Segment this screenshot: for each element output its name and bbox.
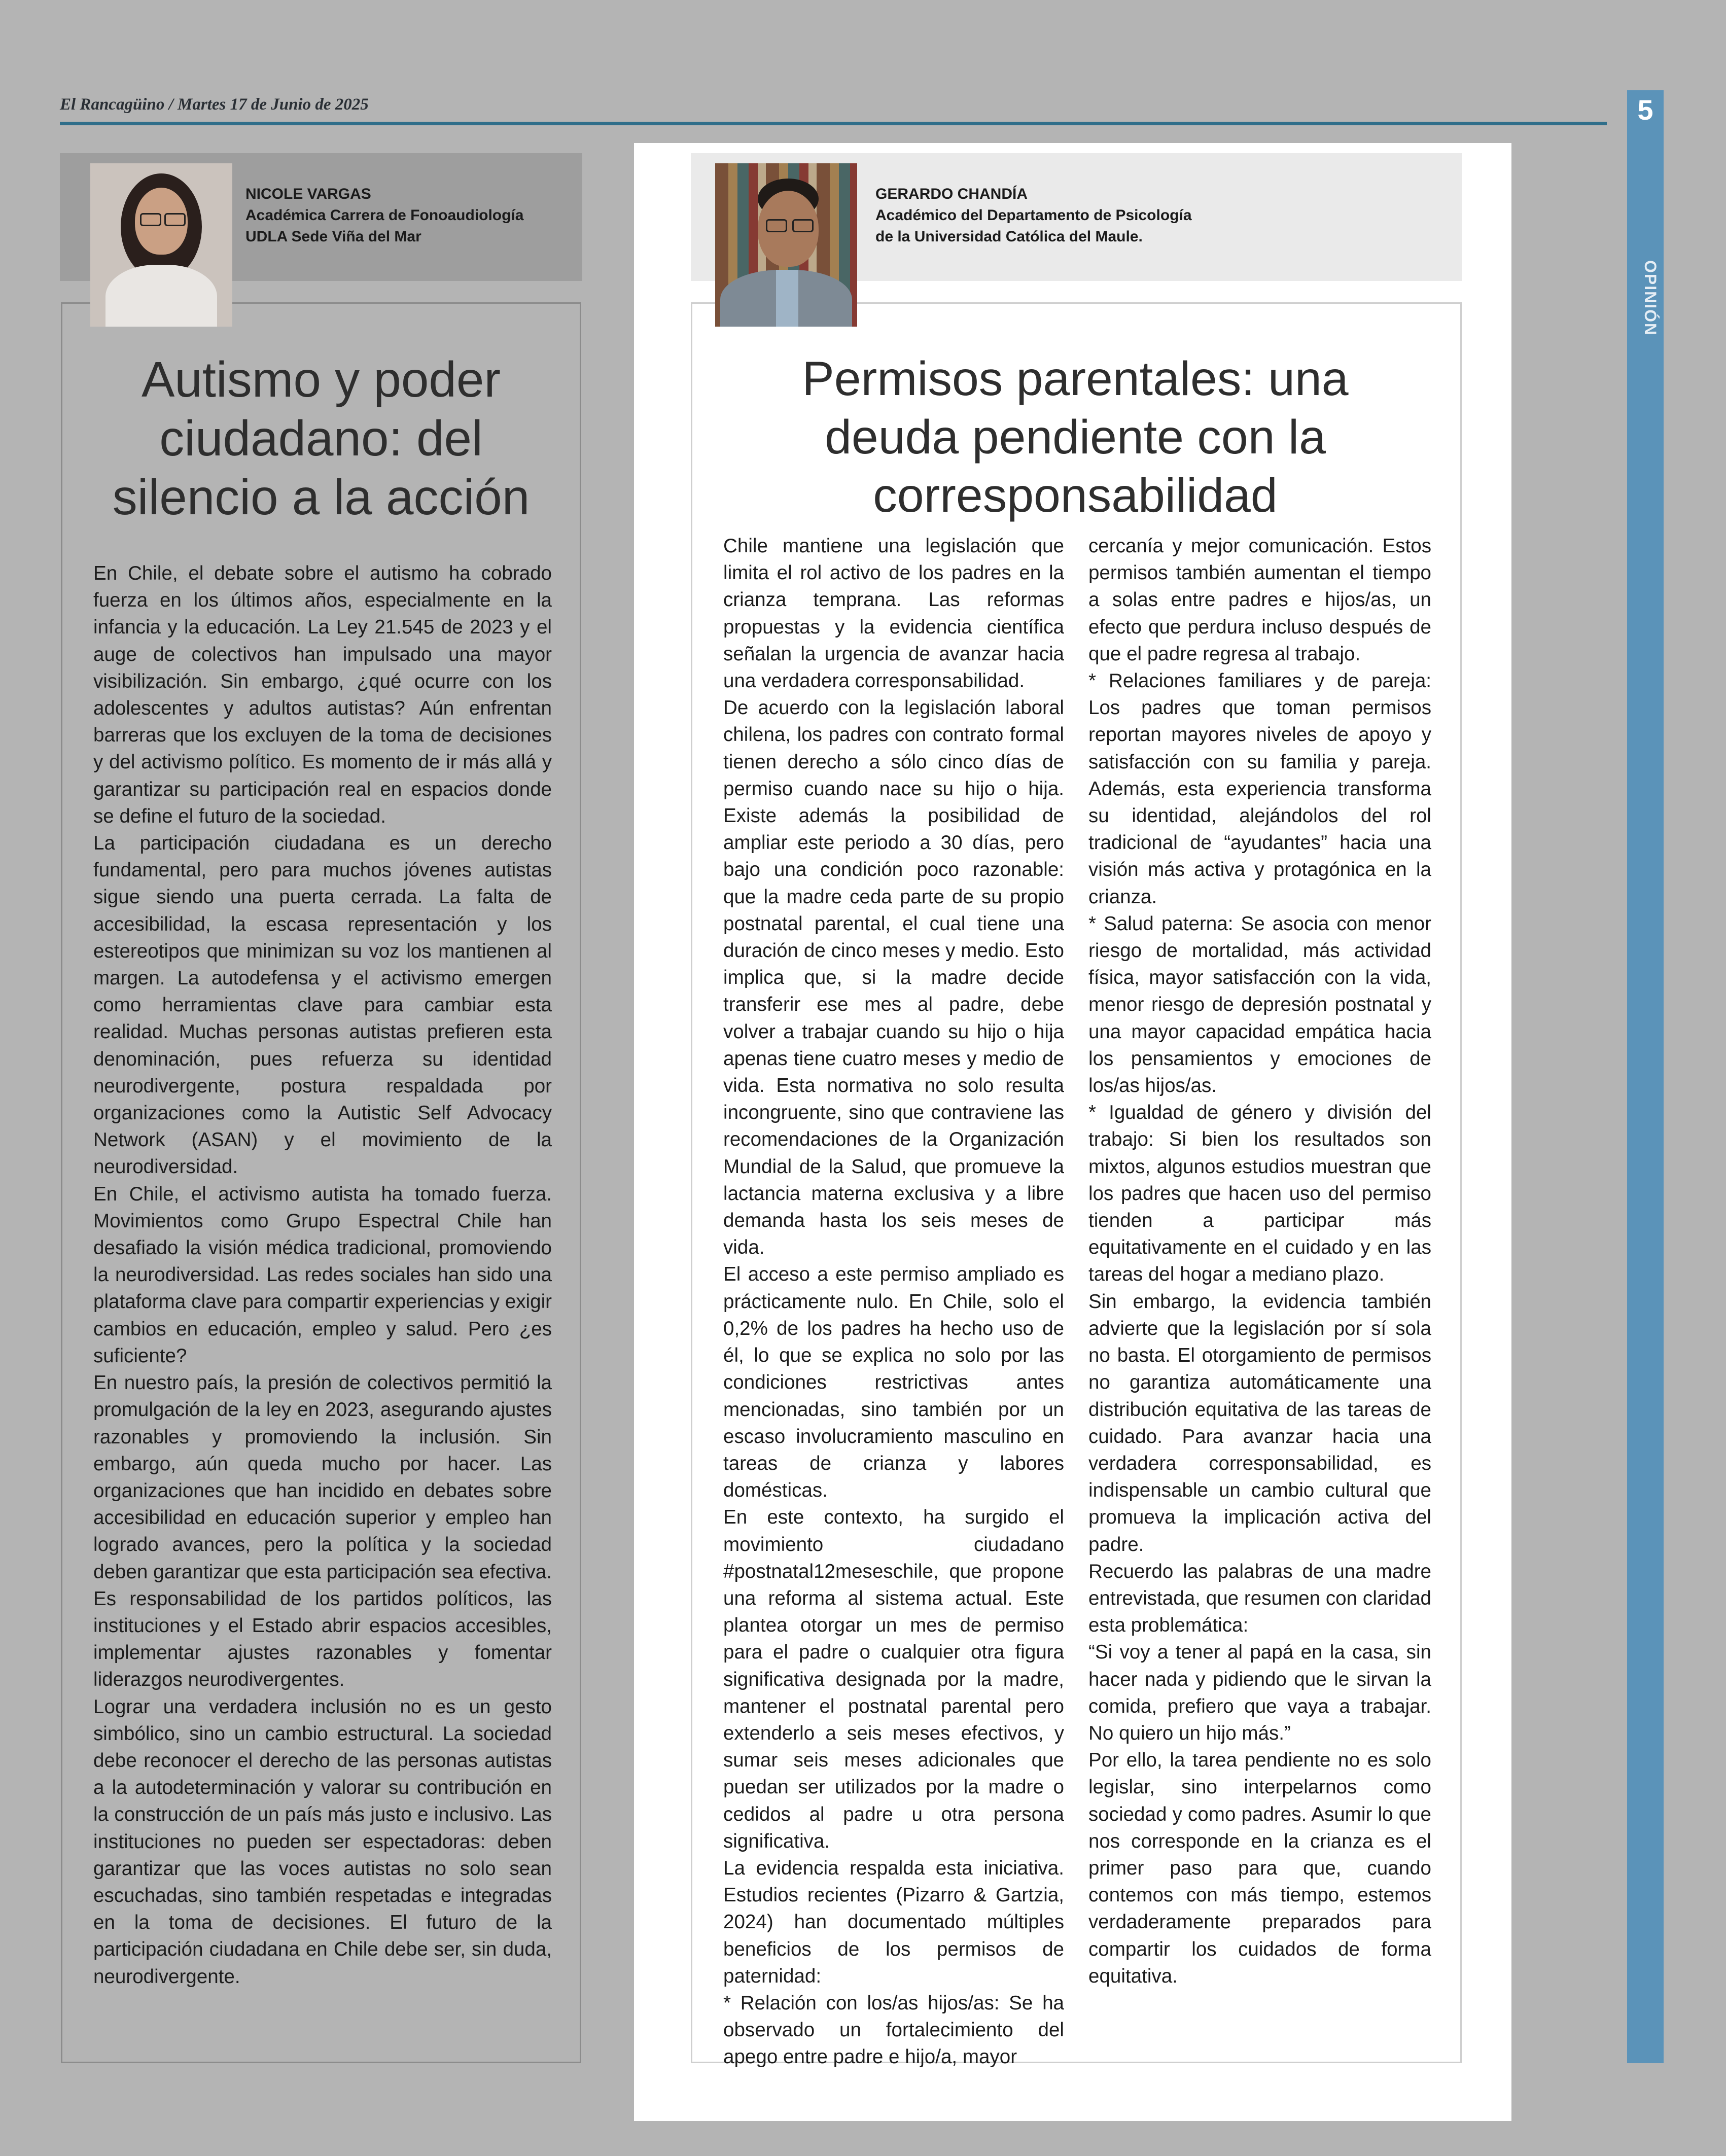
masthead-rule (60, 122, 1607, 125)
article2-headline (720, 350, 1430, 525)
article2-column-left (723, 533, 1064, 2071)
article2-paragraph: Sin embargo, la evidencia también advierte que la legislación por sí sola no basta. El otorgamiento de permisos no garantiza automáticamente una distribución equitativa de las tareas de cuidado. Para avanzar hacia una verdadera corresponsabilidad, es indispensable un cambio cultural que promueva la implicación activa del padre. (1088, 1290, 1431, 1556)
article1-headline-line: ciudadano: del (159, 410, 483, 466)
article2-column-right (1088, 533, 1431, 1990)
article2-author-photo (715, 163, 857, 327)
article2-paragraph: De acuerdo con la legislación laboral chilena, los padres con contrato formal tienen derecho a sólo cinco días de permiso cuando nace su hijo o hija. Existe además la posibilidad de ampliar este periodo a 30 días, pero bajo una condición poco razonable: que la madre ceda parte de su propio postnatal parental, el cual tiene una duración de cinco meses y medio. Esto implica que, si la madre decide transferir ese mes al padre, debe volver a trabajar cuando su hijo o hija apenas tiene cuatro meses y medio de vida. Esta normativa no solo resulta incongruente, sino que contraviene las recomendaciones de la Organización Mundial de la Salud, que promueve la lactancia materna exclusiva y a libre demanda hasta los seis meses de vida. (723, 697, 1064, 1259)
article2-byline (875, 184, 1192, 248)
article2-paragraph: Chile mantiene una legislación que limita el rol activo de los padres en la crianza temprana. Las reformas propuestas y la evidencia científica señalan la urgencia de avanzar hacia una verdadera corresponsabilidad. (723, 535, 1064, 692)
article1-headline-line: silencio a la acción (112, 469, 530, 525)
article2-paragraph: cercanía y mejor comunicación. Estos permisos también aumentan el tiempo a solas entre padres e hijos/as, un efecto que perdura incluso después de que el padre regresa al trabajo. (1088, 535, 1431, 665)
article2-paragraph: “Si voy a tener al papá en la casa, sin hacer nada y pidiendo que le sirvan la comida, prefiero que vaya a trabajar. No quiero un hijo más.” (1088, 1641, 1431, 1744)
article2-paragraph: * Relación con los/as hijos/as: Se ha observado un fortalecimiento del apego entre padre e hijo/a, mayor (723, 1992, 1064, 2068)
article1-headline (76, 350, 566, 526)
article2-author-role-1: Académico del Departamento de Psicología (875, 207, 1192, 224)
article1-paragraph: Lograr una verdadera inclusión no es un gesto simbólico, sino un cambio estructural. La sociedad debe reconocer el derecho de las personas autistas a la autodeterminación y valorar su contribución en la construcción de un país más justo e inclusivo. Las instituciones no pueden ser espectadoras: deben garantizar que las voces autistas no solo sean escuchadas, sino también respetadas e integradas en la toma de decisiones. El futuro de la participación ciudadana en Chile debe ser, sin duda, neurodivergente. (93, 1695, 552, 1988)
article2-paragraph: * Salud paterna: Se asocia con menor riesgo de mortalidad, más actividad física, mayor satisfacción con la vida, menor riesgo de depresión postnatal y una mayor capacidad empática hacia los pensamientos y emociones de los/as hijos/as. (1088, 912, 1431, 1097)
section-side-tab (1627, 90, 1664, 2063)
article2-paragraph: Por ello, la tarea pendiente no es solo legislar, sino interpelarnos como sociedad y como padres. Asumir lo que nos corresponde en la crianza es el primer paso para que, cuando contemos con más tiempo, estemos verdaderamente preparados para compartir los cuidados de forma equitativa. (1088, 1749, 1431, 1987)
article2-paragraph: * Igualdad de género y división del trabajo: Si bien los resultados son mixtos, algunos estudios muestran que los padres que hacen uso del permiso tienden a participar más equitativamente en el cuidado y en las tareas del hogar a mediano plazo. (1088, 1102, 1431, 1286)
article1-author-role-2: UDLA Sede Viña del Mar (245, 228, 421, 245)
article2-headline-line: corresponsabilidad (873, 469, 1278, 522)
article1-paragraph: En Chile, el debate sobre el autismo ha cobrado fuerza en los últimos años, especialmente en la infancia y la educación. La Ley 21.545 de 2023 y el auge de colectivos han impulsado una mayor visibilización. Sin embargo, ¿qué ocurre con los adolescentes y adultos autistas? Aún enfrentan barreras que los excluyen de la toma de decisiones y del activismo político. Es momento de ir más allá y garantizar su participación real en espacios donde se define el futuro de la sociedad. (93, 562, 552, 827)
article1-paragraph: La participación ciudadana es un derecho fundamental, pero para muchos jóvenes autistas sigue siendo una puerta cerrada. La falta de accesibilidad, la escasa representación y los estereotipos que minimizan su voz los mantienen al margen. La autodefensa y el activismo emergen como herramientas clave para cambiar esta realidad. Muchas personas autistas prefieren esta denominación, pues refuerza su identidad neurodivergente, postura respaldada por organizaciones como la Autistic Self Advocacy Network (ASAN) y el movimiento de la neurodiversidad. (93, 832, 552, 1178)
article2-author-name: GERARDO CHANDÍA (875, 186, 1028, 202)
article2-headline-line: Permisos parentales: una (802, 352, 1349, 406)
article1-byline (245, 184, 523, 248)
section-label: OPINIÓN (1641, 260, 1660, 336)
article2-paragraph: La evidencia respalda esta iniciativa. Estudios recientes (Pizarro & Gartzia, 2024) han documentado múltiples beneficios de los permisos de paternidad: (723, 1857, 1064, 1987)
article1-author-photo (90, 163, 232, 327)
article2-paragraph: En este contexto, ha surgido el movimiento ciudadano #postnatal12meseschile, que propone una reforma al sistema actual. Este plantea otorgar un mes de permiso para el padre o cualquier otra figura significativa designada por la madre, mantener el postnatal parental pero extenderlo a seis meses efectivos, y sumar seis meses adicionales que puedan ser utilizados por la madre o cedidos al padre u otra persona significativa. (723, 1506, 1064, 1852)
article1-author-name: NICOLE VARGAS (245, 186, 371, 202)
page-number: 5 (1637, 94, 1653, 126)
article2-paragraph: El acceso a este permiso ampliado es prácticamente nulo. En Chile, solo el 0,2% de los padres ha hecho uso de él, lo que se explica no solo por las condiciones restrictivas antes mencionadas, sino también por un escaso involucramiento masculino en tareas de crianza y labores domésticas. (723, 1263, 1064, 1502)
article2-author-role-2: de la Universidad Católica del Maule. (875, 228, 1143, 245)
article1-body (93, 560, 552, 1990)
article1-paragraph: En Chile, el activismo autista ha tomado fuerza. Movimientos como Grupo Espectral Chile han desafiado la visión médica tradicional, promoviendo la neurodiversidad. Las redes sociales han sido una plataforma clave para compartir experiencias y exigir cambios en educación, empleo y salud. Pero ¿es suficiente? (93, 1183, 552, 1367)
article1-author-role-1: Académica Carrera de Fonoaudiología (245, 207, 524, 224)
article2-paragraph: Recuerdo las palabras de una madre entrevistada, que resumen con claridad esta problemática: (1088, 1560, 1431, 1637)
article1-headline-line: Autismo y poder (141, 351, 501, 407)
article2-headline-line: deuda pendiente con la (825, 410, 1326, 464)
masthead-publication-date: El Rancagüino / Martes 17 de Junio de 2025 (60, 95, 369, 114)
article1-paragraph: En nuestro país, la presión de colectivos permitió la promulgación de la ley en 2023, asegurando ajustes razonables y promoviendo la inclusión. Sin embargo, aún queda mucho por hacer. Las organizaciones que han incidido en debates sobre accesibilidad en educación superior y empleo han logrado avances, pero la política y la sociedad deben garantizar que esta participación sea efectiva. Es responsabilidad de los partidos políticos, las instituciones y el Estado abrir espacios accesibles, implementar ajustes razonables y fomentar liderazgos neurodivergentes. (93, 1372, 552, 1691)
article2-paragraph: * Relaciones familiares y de pareja: Los padres que toman permisos reportan mayores niveles de apoyo y satisfacción con su familia y pareja. Además, esta experiencia transforma su identidad, alejándolos del rol tradicional de “ayudantes” hacia una visión más activa y protagónica en la crianza. (1088, 670, 1431, 908)
